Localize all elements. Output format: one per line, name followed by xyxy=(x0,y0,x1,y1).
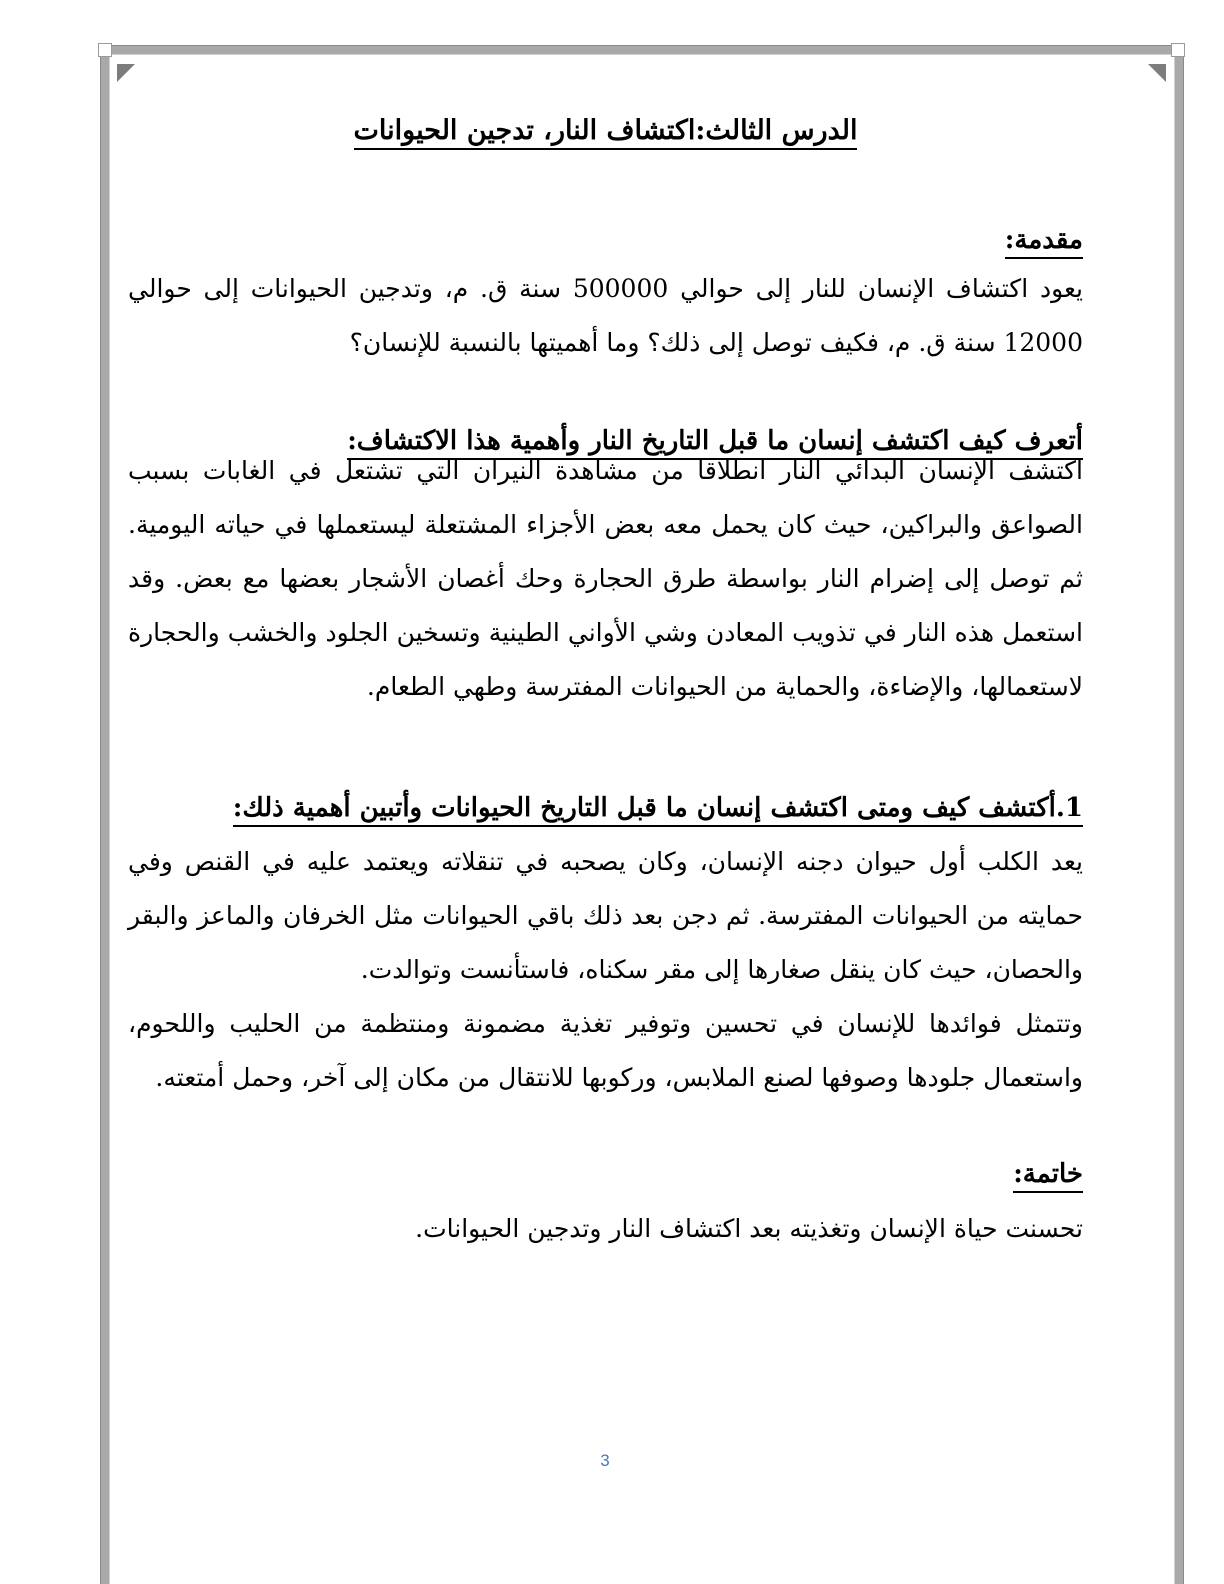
page-border-left xyxy=(100,45,110,1584)
section-text-fire: اكتشف الإنسان البدائي النار انطلاقا من مشاهدة النيران التي تشتعل في الغابات بسبب الصواعق والبراكين، حيث كان يحمل معه بعض الأجزاء المشتعلة ليستعملها في حياته اليومية. ثم توصل إلى إضرام النار بواسطة طرق الحجارة وحك أغصان الأشجار بعضها مع بعض. وقد استعمل هذه النار في تذويب المعادن وشي الأواني الطينية وتسخين الجلود والخشب والحجارة لاستعمالها، والإضاءة، والحماية من الحيوانات المفترسة وطهي الطعام. xyxy=(128,456,1083,701)
lesson-title-text: الدرس الثالث:اكتشاف النار، تدجين الحيوانات xyxy=(354,115,858,150)
section-heading-intro: مقدمة: xyxy=(1005,218,1083,262)
page-border-top xyxy=(100,45,1183,55)
lesson-title xyxy=(128,108,1083,154)
section-heading-animals: 1.أكتشف كيف ومتى اكتشف إنسان ما قبل التاريخ الحيوانات وأتبين أهمية ذلك: xyxy=(233,786,1083,830)
corner-ornament-right-icon xyxy=(1148,64,1166,82)
border-corner-right xyxy=(1171,43,1185,57)
section-text-animals: يعد الكلب أول حيوان دجنه الإنسان، وكان يصحبه في تنقلاته ويعتمد عليه في القنص وفي حمايته من الحيوانات المفترسة. ثم دجن بعد ذلك باقي الحيوانات مثل الخرفان والماعز والبقر والحصان، حيث كان ينقل صغارها إلى مقر سكناه، فاستأنست وتوالدت. xyxy=(128,847,1083,984)
section-text-intro: يعود اكتشاف الإنسان للنار إلى حوالي 500000 سنة ق. م، وتدجين الحيوانات إلى حوالي 12000 سنة ق. م، فكيف توصل إلى ذلك؟ وما أهميتها بالنسبة للإنسان؟ xyxy=(128,274,1084,357)
border-corner-left xyxy=(98,43,112,57)
section-text-animals-benefits: وتتمثل فوائدها للإنسان في تحسين وتوفير تغذية مضمونة ومنتظمة من الحليب واللحوم، واستعمال جلودها وصوفها لصنع الملابس، وركوبها للانتقال من مكان إلى آخر، وحمل أمتعته. xyxy=(128,1009,1083,1092)
corner-ornament-left-icon xyxy=(117,64,135,82)
page-border-right xyxy=(1174,45,1184,1584)
section-heading-conclusion: خاتمة: xyxy=(1013,1152,1083,1196)
page-number: 3 xyxy=(600,1451,610,1470)
section-heading-fire: أتعرف كيف اكتشف إنسان ما قبل التاريخ النار وأهمية هذا الاكتشاف: xyxy=(347,419,1083,463)
section-text-conclusion: تحسنت حياة الإنسان وتغذيته بعد اكتشاف النار وتدجين الحيوانات. xyxy=(415,1214,1083,1243)
